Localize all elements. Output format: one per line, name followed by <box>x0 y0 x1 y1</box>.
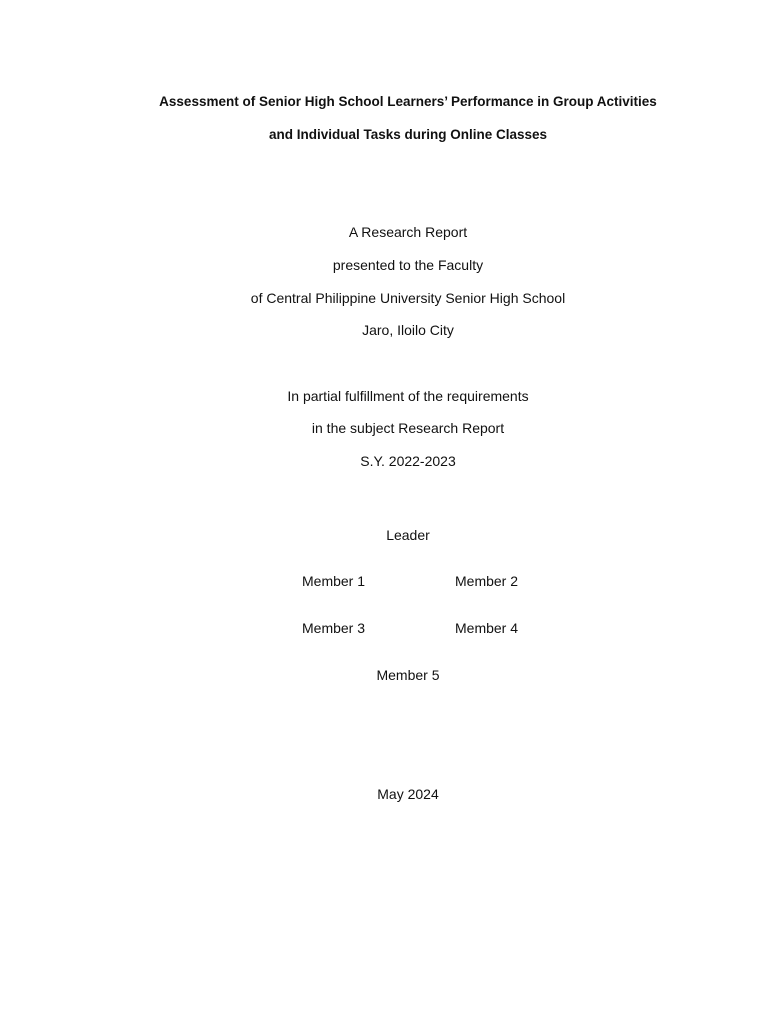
location: Jaro, Iloilo City <box>362 322 454 338</box>
member-4: Member 4 <box>455 620 519 636</box>
member-2: Member 2 <box>455 573 519 589</box>
fulfillment-line: In partial fulfillment of the requirements <box>287 388 529 404</box>
report-type: A Research Report <box>348 224 468 240</box>
submission-date: May 2024 <box>377 786 439 802</box>
member-1: Member 1 <box>302 573 366 589</box>
title-line-1: Assessment of Senior High School Learners’ Performance in Group Activities <box>159 94 657 109</box>
member-5: Member 5 <box>376 667 440 683</box>
school-year: S.Y. 2022-2023 <box>360 453 456 469</box>
title-line-2: and Individual Tasks during Online Classes <box>268 127 548 142</box>
presented-to: presented to the Faculty <box>332 257 484 273</box>
member-3: Member 3 <box>302 620 366 636</box>
institution: of Central Philippine University Senior High School <box>250 290 566 306</box>
subject-line: in the subject Research Report <box>311 420 505 436</box>
leader-name: Leader <box>386 527 430 543</box>
